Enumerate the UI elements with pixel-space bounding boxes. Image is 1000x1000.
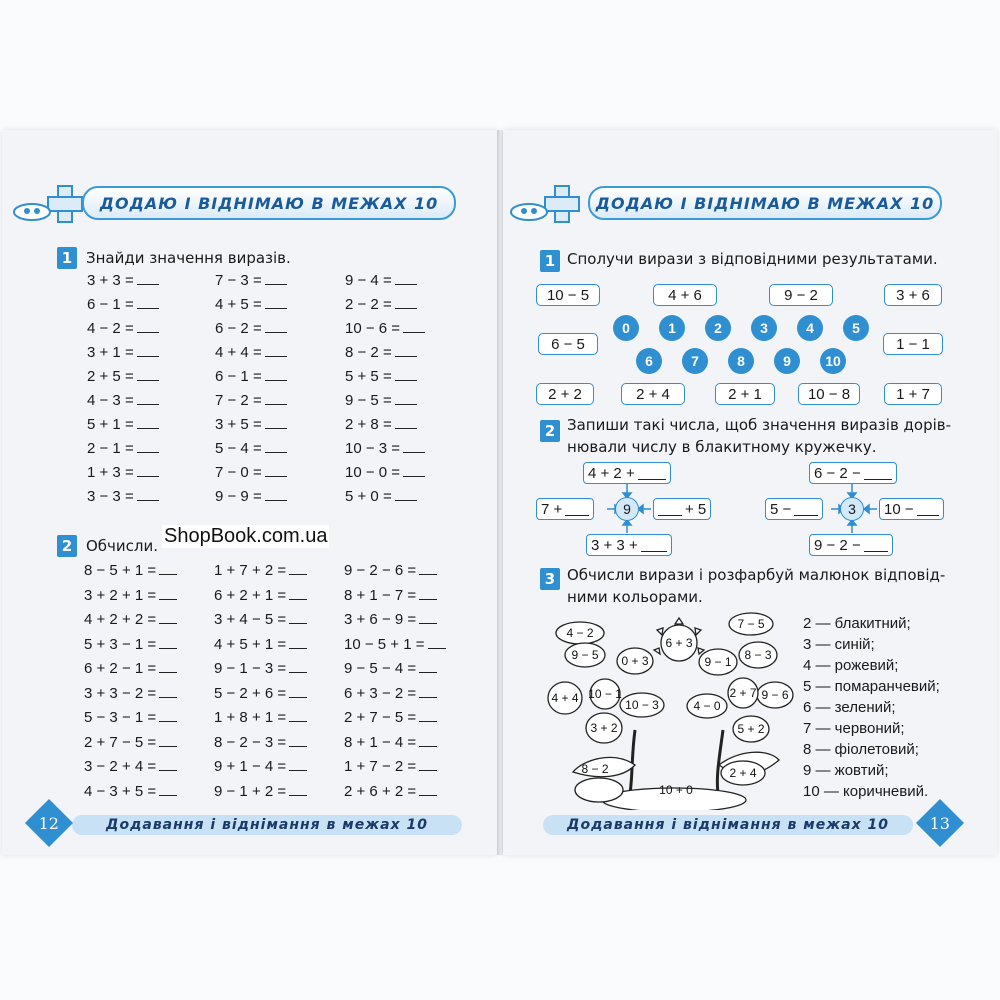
expression-text: 9 + 1 − 4 = (214, 758, 287, 775)
chain-expr: 9 − 2 − (814, 536, 861, 554)
expression (215, 487, 287, 507)
expr-box: 10 − 5 (536, 284, 600, 306)
expression-text: 5 + 0 = (345, 488, 392, 505)
expr-box: 1 + 7 (884, 383, 942, 405)
expression-text: 5 + 1 = (87, 416, 134, 433)
expression (214, 586, 307, 606)
chain-expr-box[interactable] (536, 498, 594, 520)
answer-blank[interactable] (137, 271, 159, 285)
expression-text: 2 + 8 = (345, 416, 392, 433)
expression (344, 610, 437, 630)
expression-text: 3 + 3 − 2 = (84, 684, 157, 702)
expression-text: 5 + 5 = (345, 368, 392, 385)
picture-label: 6 + 3 (665, 636, 693, 650)
expression-text: 5 − 4 = (215, 440, 262, 457)
answer-blank[interactable] (265, 271, 287, 285)
expression-text: 5 − 2 + 6 = (214, 684, 287, 702)
answer-blank[interactable] (159, 733, 177, 747)
answer-blank[interactable] (403, 319, 425, 333)
answer-blank[interactable] (419, 659, 437, 673)
expression-text: 2 − 1 = (87, 440, 134, 457)
expression-text: 3 + 5 = (215, 416, 262, 433)
expression (84, 733, 177, 753)
expression (87, 295, 159, 315)
expression (345, 367, 417, 387)
expression-text: 2 + 7 − 5 = (344, 709, 417, 726)
answer-blank[interactable] (159, 561, 177, 575)
expression (215, 295, 287, 315)
expression (215, 463, 287, 483)
expression-text: 8 − 5 + 1 = (84, 562, 157, 579)
expression (344, 733, 437, 753)
task-title: Сполучи вирази з відповідними результатами. (567, 250, 938, 268)
expression (84, 586, 177, 606)
expression-text: 4 + 4 = (215, 344, 262, 361)
task-number: 1 (57, 247, 77, 269)
number-circle: 6 (636, 348, 662, 374)
expression (345, 295, 417, 315)
expression (215, 343, 287, 363)
expression-text: 1 + 3 = (87, 464, 134, 481)
task-title-line: Обчисли вирази і розфарбуй малюнок відповід- (567, 566, 946, 584)
expression-text: 3 + 1 = (87, 344, 134, 361)
chain-expr: 5 − (770, 500, 792, 518)
answer-blank[interactable] (265, 487, 287, 501)
target-number-circle: 9 (615, 497, 639, 521)
chain-expr: + 5 (685, 500, 707, 518)
expression-text: 2 − 2 = (345, 296, 392, 313)
picture-label: 7 − 5 (737, 617, 765, 631)
expression (214, 561, 307, 581)
picture-label: 3 + 2 (590, 721, 618, 735)
number-circle: 0 (613, 315, 639, 341)
answer-blank[interactable] (419, 733, 437, 747)
page-header: ДОДАЮ І ВІДНІМАЮ В МЕЖАХ 10 (82, 186, 456, 220)
answer-blank[interactable] (265, 463, 287, 477)
answer-blank[interactable] (289, 757, 307, 771)
expr-box: 2 + 2 (536, 383, 594, 405)
expression-text: 3 + 6 − 9 = (344, 611, 417, 628)
expression (215, 439, 287, 459)
expression (345, 343, 417, 363)
expression (344, 635, 446, 655)
number-circle: 5 (843, 315, 869, 341)
answer-blank[interactable] (289, 708, 307, 722)
page-number-text: 12 (38, 813, 60, 833)
expression-text: 6 + 2 + 1 = (214, 586, 287, 604)
task-title: Знайди значення виразів. (86, 249, 291, 267)
chain-expr: 3 + 3 + (591, 536, 638, 554)
answer-blank[interactable] (265, 391, 287, 405)
legend-item: 10 — коричневий. (803, 783, 929, 800)
expression (87, 367, 159, 387)
number-circle: 3 (751, 315, 777, 341)
plus-logo-icon (10, 182, 90, 226)
expression (87, 487, 159, 507)
answer-blank[interactable] (159, 708, 177, 722)
expression (344, 561, 437, 581)
expression-text: 1 + 8 + 1 = (214, 709, 287, 726)
task-title: Обчисли. (86, 537, 159, 555)
picture-label: 4 + 4 (551, 691, 579, 705)
chain-expr-box[interactable] (653, 498, 711, 520)
legend-item: 7 — червоний; (803, 720, 905, 737)
expression-text: 4 + 5 + 1 = (214, 635, 287, 653)
page-number-text: 13 (929, 813, 951, 833)
answer-blank[interactable] (419, 782, 437, 796)
picture-label: 9 − 6 (761, 688, 789, 702)
answer-blank[interactable] (159, 782, 177, 796)
chain-expr-box[interactable] (809, 534, 893, 556)
expr-box: 3 + 6 (884, 284, 942, 306)
task-title-line: Запиши такі числа, щоб значення виразів дорів- (567, 416, 952, 434)
expression (84, 708, 177, 728)
expression (344, 708, 437, 728)
page-header: ДОДАЮ І ВІДНІМАЮ В МЕЖАХ 10 (588, 186, 942, 220)
answer-blank[interactable] (159, 586, 177, 600)
expression (84, 561, 177, 581)
legend-item: 2 — блакитний; (803, 615, 911, 632)
answer-blank[interactable] (137, 319, 159, 333)
answer-blank[interactable] (137, 415, 159, 429)
answer-blank[interactable] (137, 295, 159, 309)
expression-text: 3 + 3 = (87, 272, 134, 289)
answer-blank[interactable] (137, 439, 159, 453)
expression (84, 757, 177, 777)
expression (214, 782, 307, 802)
answer-blank[interactable] (395, 271, 417, 285)
expression-text: 4 + 5 = (215, 296, 262, 313)
number-circle: 10 (820, 348, 846, 374)
answer-blank[interactable] (137, 487, 159, 501)
answer-blank[interactable] (265, 319, 287, 333)
answer-blank[interactable] (159, 635, 177, 649)
legend-item: 4 — рожевий; (803, 657, 899, 674)
expression (215, 415, 287, 435)
answer-blank[interactable] (265, 295, 287, 309)
expression (344, 659, 437, 679)
expression-text: 9 − 5 − 4 = (344, 660, 417, 677)
answer-blank[interactable] (289, 684, 307, 698)
right-page (503, 130, 997, 855)
expression (345, 415, 417, 435)
expression-text: 5 + 3 − 1 = (84, 635, 157, 653)
expression-text: 9 − 5 = (345, 392, 392, 409)
task-title-line: нювали числу в блакитному кружечку. (567, 438, 877, 456)
chain-expr: 4 + 2 + (588, 464, 635, 482)
picture-label: 0 + 3 (621, 654, 649, 668)
expression (344, 782, 437, 802)
answer-blank[interactable] (159, 757, 177, 771)
expression-text: 1 + 7 − 2 = (344, 758, 417, 775)
task-title-line: ними кольорами. (567, 588, 703, 606)
expression (344, 586, 437, 606)
left-page (2, 130, 498, 855)
expression-text: 2 + 5 = (87, 368, 134, 385)
expression (215, 391, 287, 411)
expression (84, 635, 177, 655)
expr-box: 2 + 4 (621, 383, 685, 405)
page-footer: Додавання і віднімання в межах 10 (543, 815, 913, 835)
picture-label: 10 + 0 (659, 783, 693, 797)
expression-text: 8 + 1 − 4 = (344, 733, 417, 751)
expression (345, 439, 425, 459)
chain-expr-box[interactable] (879, 498, 944, 520)
chain-expr: 7 + (541, 500, 563, 518)
answer-blank[interactable] (265, 343, 287, 357)
expr-box: 4 + 6 (653, 284, 717, 306)
number-circle: 1 (659, 315, 685, 341)
watermark-text: ShopBook.com.ua (164, 525, 328, 547)
picture-label: 8 − 3 (744, 648, 772, 662)
number-circle: 2 (705, 315, 731, 341)
expression (214, 708, 307, 728)
chain-expr-box[interactable] (586, 534, 672, 556)
answer-blank[interactable] (289, 635, 307, 649)
answer-blank[interactable] (395, 487, 417, 501)
picture-label: 9 − 1 (704, 655, 732, 669)
expression-text: 9 − 1 − 3 = (214, 660, 287, 677)
expression-text: 3 − 3 = (87, 488, 134, 505)
expression-text: 6 − 1 = (215, 368, 262, 385)
expression (215, 367, 287, 387)
expression (214, 635, 307, 655)
answer-blank[interactable] (395, 391, 417, 405)
page-footer: Додавання і віднімання в межах 10 (72, 815, 462, 835)
picture-label: 10 − 3 (625, 698, 659, 712)
chain-expr-box[interactable] (583, 462, 671, 484)
expression (214, 733, 307, 753)
chain-expr-box[interactable] (765, 498, 823, 520)
answer-blank[interactable] (137, 367, 159, 381)
expression-text: 4 + 2 + 2 = (84, 611, 157, 628)
answer-blank[interactable] (159, 610, 177, 624)
picture-label: 5 + 2 (737, 722, 765, 736)
answer-blank[interactable] (395, 367, 417, 381)
expression-text: 10 − 3 = (345, 440, 401, 457)
answer-blank[interactable] (265, 439, 287, 453)
task-number: 3 (540, 568, 560, 590)
expression (215, 271, 287, 291)
expression (214, 684, 307, 704)
expression-text: 2 + 6 + 2 = (344, 782, 417, 800)
expression (345, 271, 417, 291)
expression (84, 659, 177, 679)
expression-text: 6 − 1 = (87, 296, 134, 313)
expr-box: 10 − 8 (798, 383, 860, 405)
expression-text: 5 − 3 − 1 = (84, 709, 157, 726)
expression (214, 610, 307, 630)
expression (87, 319, 159, 339)
answer-blank[interactable] (395, 415, 417, 429)
answer-blank[interactable] (137, 391, 159, 405)
expression-text: 10 − 5 + 1 = (344, 635, 425, 653)
number-circle: 8 (728, 348, 754, 374)
answer-blank[interactable] (428, 635, 446, 649)
picture-label: 9 − 5 (571, 648, 599, 662)
expr-box: 1 − 1 (883, 333, 943, 355)
expression (345, 391, 417, 411)
answer-blank[interactable] (289, 561, 307, 575)
expression (344, 757, 437, 777)
expression-text: 7 − 2 = (215, 392, 262, 409)
expression-text: 2 + 7 − 5 = (84, 733, 157, 751)
picture-label: 4 − 2 (566, 626, 594, 640)
expression-text: 4 − 3 + 5 = (84, 782, 157, 800)
legend-item: 3 — синій; (803, 636, 875, 653)
answer-blank[interactable] (289, 586, 307, 600)
expression (84, 684, 177, 704)
answer-blank[interactable] (289, 733, 307, 747)
expression (215, 319, 287, 339)
expression (345, 463, 425, 483)
expression (87, 271, 159, 291)
expression-text: 8 − 2 = (345, 344, 392, 361)
answer-blank[interactable] (419, 586, 437, 600)
expression-text: 3 + 2 + 1 = (84, 586, 157, 604)
picture-label: 2 + 7 (729, 686, 757, 700)
expression-text: 6 + 3 − 2 = (344, 684, 417, 702)
expression-text: 3 + 4 − 5 = (214, 611, 287, 628)
answer-blank[interactable] (419, 708, 437, 722)
expression (344, 684, 437, 704)
flower-picture (543, 600, 803, 810)
legend-item: 8 — фіолетовий; (803, 741, 919, 758)
expression (87, 439, 159, 459)
task-number: 1 (540, 250, 560, 272)
answer-blank[interactable] (419, 561, 437, 575)
chain-expr-box[interactable] (809, 462, 897, 484)
picture-label: 10 − 1 (588, 687, 622, 701)
answer-blank[interactable] (395, 295, 417, 309)
target-number-circle: 3 (840, 497, 864, 521)
expression (87, 343, 159, 363)
picture-label: 2 + 4 (729, 766, 757, 780)
expression-text: 9 − 1 + 2 = (214, 782, 287, 800)
expression (84, 782, 177, 802)
answer-blank[interactable] (419, 684, 437, 698)
expression-text: 10 − 6 = (345, 320, 401, 337)
expression (87, 463, 159, 483)
legend-item: 9 — жовтий; (803, 762, 889, 779)
expression-text: 8 + 1 − 7 = (344, 586, 417, 604)
answer-blank[interactable] (289, 659, 307, 673)
task-number: 2 (57, 535, 77, 557)
expression-text: 7 − 0 = (215, 464, 262, 481)
answer-blank[interactable] (403, 439, 425, 453)
legend-item: 6 — зелений; (803, 699, 896, 716)
chain-expr: 10 − (884, 500, 914, 518)
expression-text: 8 − 2 − 3 = (214, 733, 287, 751)
answer-blank[interactable] (289, 782, 307, 796)
answer-blank[interactable] (137, 463, 159, 477)
expression (87, 391, 159, 411)
task-number: 2 (540, 420, 560, 442)
expression (84, 610, 177, 630)
expression-text: 1 + 7 + 2 = (214, 562, 287, 579)
number-circle: 4 (797, 315, 823, 341)
expression-text: 9 − 4 = (345, 272, 392, 289)
answer-blank[interactable] (403, 463, 425, 477)
expression-text: 9 − 2 − 6 = (344, 562, 417, 579)
expr-box: 6 − 5 (538, 333, 598, 355)
answer-blank[interactable] (395, 343, 417, 357)
answer-blank[interactable] (265, 367, 287, 381)
answer-blank[interactable] (265, 415, 287, 429)
legend-item: 5 — помаранчевий; (803, 678, 940, 695)
page-number (25, 799, 73, 847)
expression-text: 10 − 0 = (345, 464, 401, 481)
expression (87, 415, 159, 435)
chain-expr: 6 − 2 − (814, 464, 861, 482)
expression-text: 4 − 3 = (87, 392, 134, 409)
expression (345, 487, 417, 507)
answer-blank[interactable] (419, 757, 437, 771)
number-circle: 7 (682, 348, 708, 374)
expression (214, 757, 307, 777)
picture-label: 4 − 0 (693, 699, 721, 713)
expr-box: 2 + 1 (715, 383, 775, 405)
answer-blank[interactable] (419, 610, 437, 624)
expression-text: 9 − 9 = (215, 488, 262, 505)
expression-text: 7 − 3 = (215, 272, 262, 289)
expression (214, 659, 307, 679)
expression-text: 6 + 2 − 1 = (84, 660, 157, 677)
number-circle: 9 (774, 348, 800, 374)
answer-blank[interactable] (159, 684, 177, 698)
expression-text: 6 − 2 = (215, 320, 262, 337)
answer-blank[interactable] (289, 610, 307, 624)
expr-box: 9 − 2 (769, 284, 833, 306)
expression-text: 3 − 2 + 4 = (84, 758, 157, 775)
picture-label: 8 − 2 (581, 762, 609, 776)
answer-blank[interactable] (159, 659, 177, 673)
expression (345, 319, 425, 339)
answer-blank[interactable] (137, 343, 159, 357)
expression-text: 4 − 2 = (87, 320, 134, 337)
